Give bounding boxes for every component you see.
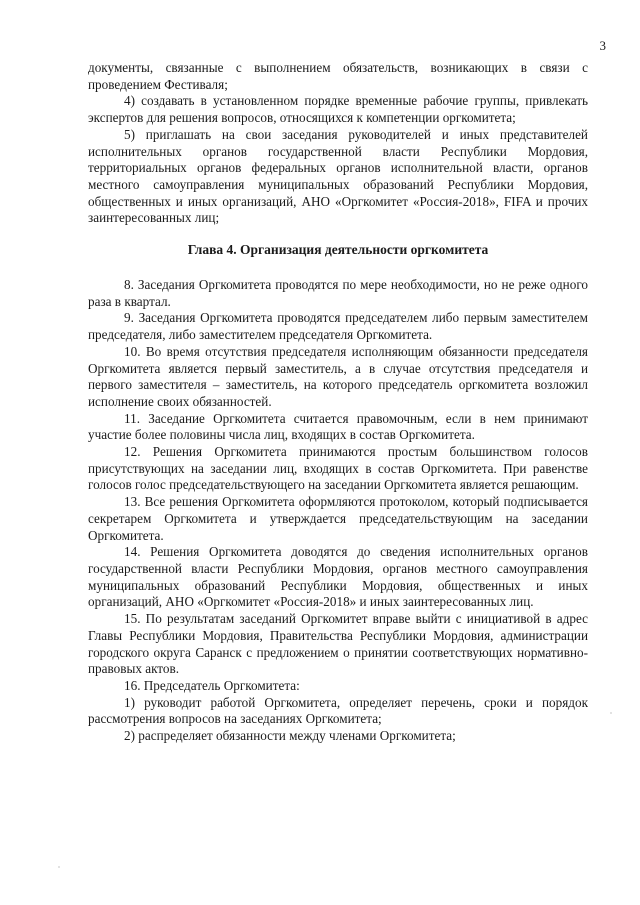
paragraph-10: 10. Во время отсутствия председателя исполняющим обязанности председателя Оргкомитета является первый заместитель, а в случае отсутствия председателя и первого заместителя – заместитель, на которого председатель оргкомитета возложил исполнение своих обязанностей. (88, 343, 588, 409)
paragraph-16: 16. Председатель Оргкомитета: (124, 677, 300, 693)
paragraph-16-item-1: 1) руководит работой Оргкомитета, определяет перечень, сроки и порядок рассмотрения вопросов на заседаниях Оргкомитета; (88, 694, 588, 727)
paragraph-13: 13. Все решения Оргкомитета оформляются протоколом, который подписывается секретарем Оргкомитета и утверждается председательствующим на заседании Оргкомитета. (88, 494, 588, 543)
paragraph-item-5: 5) приглашать на свои заседания руководителей и иных представителей исполнительных органов государственной власти Республики Мордовия, территориальных органов федеральных органов исполнительной власти, органов местного самоуправления муниципальных образований Республики Мордовия, общественных и иных организаций, АНО «Оргкомитет «Россия-2018», FIFA и прочих заинтересованных лиц; (88, 126, 588, 226)
page-number: 3 (599, 38, 606, 53)
paragraph-11: 11. Заседание Оргкомитета считается правомочным, если в нем принимают участие более половины числа лиц, входящих в состав Оргкомитета. (88, 410, 588, 443)
chapter-heading: Глава 4. Организация деятельности оргкомитета (187, 242, 489, 258)
paragraph-16-item-2: 2) распределяет обязанности между членами Оргкомитета; (124, 728, 456, 744)
paragraph-15: 15. По результатам заседаний Оргкомитет вправе выйти с инициативой в адрес Главы Республики Мордовия, Правительства Республики Мордовия, администрации городского округа Саранск с предложением о принятии соответствующих нормативно-правовых актов. (88, 611, 588, 677)
scan-artifact-dot (610, 712, 612, 714)
document-body (88, 60, 588, 745)
scan-artifact-dot (58, 866, 60, 868)
paragraph-8: 8. Заседания Оргкомитета проводятся по мере необходимости, но не реже одного раза в квартал. (88, 277, 588, 309)
paragraph-9: 9. Заседания Оргкомитета проводятся председателем либо первым заместителем председателя, либо заместителем председателя Оргкомитета. (88, 310, 588, 343)
paragraph-item-4: 4) создавать в установленном порядке временные рабочие группы, привлекать экспертов для решения вопросов, относящихся к компетенции оргкомитета; (88, 93, 588, 126)
paragraph-12: 12. Решения Оргкомитета принимаются простым большинством голосов присутствующих на заседании лиц, входящих в состав Оргкомитета. При равенстве голосов голос председательствующего на заседании Оргкомитета является решающим. (88, 444, 588, 493)
paragraph-continuation: документы, связанные с выполнением обязательств, возникающих в связи с проведением Фестиваля; (88, 60, 588, 92)
paragraph-14: 14. Решения Оргкомитета доводятся до сведения исполнительных органов государственной власти Республики Мордовия, органов местного самоуправления муниципальных образований Республики Мордовия, общественных и иных организаций, АНО «Оргкомитет «Россия-2018» и иных заинтересованных лиц. (88, 544, 588, 610)
